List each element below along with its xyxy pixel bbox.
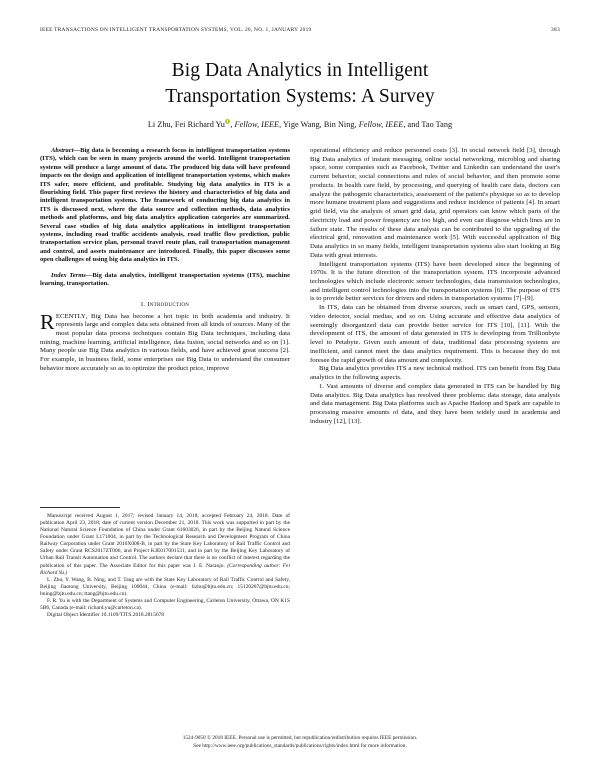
footnote-affiliation-2: F. R. Yu is with the Department of Systems and Computer Engineering, Carleton University, Ottawa, ON K1S 5B6, Canada (e-mail: richard.yu@carleton.ca). bbox=[40, 597, 290, 612]
copyright-line-1: 1524-9050 © 2018 IEEE. Personal use is permitted, but republication/redistribution requires IEEE permission. bbox=[182, 734, 418, 741]
authors-part-1: Li Zhu, Fei Richard Yu bbox=[147, 119, 225, 129]
right-paragraph-3: In ITS, data can be obtained from diverse sources, such as smart card, GPS, sensors, video detector, social medias, and so on. Using accurate and effective data analytics of seemingly disorganized data can provide better service for ITS [10], [11]. With the development of ITS, the amount of data generated in ITS is developing from Trillionbyte level to Petabyte. Given such amount of data, traditional data processing systems are inefficient, and cannot meet the data analytics requirement. This is because they do not foresee the rapid growth of data amount and complexity. bbox=[310, 304, 560, 364]
footnote-corresponding-author: (Corresponding author: Fei Richard Yu.) bbox=[40, 562, 290, 576]
authors-part-4: , and Tao Tang bbox=[403, 119, 453, 129]
right-paragraph-2: Intelligent transportation systems (ITS) have been developed since the beginning of 1970s. It is the future direction of the transportation system. ITS incorporate advanced technologies which include electronic sensor technologies, data transmission technologies, and intelligent control technologies into the transportation systems [6]. The purpose of ITS is to provide better services for drivers and riders in transportation systems [7]–[9]. bbox=[310, 260, 560, 303]
footnote-manuscript bbox=[40, 513, 290, 577]
copyright-line-2: See http://www.ieee.org/publications_standards/publications/rights/index.html for more information. bbox=[193, 742, 407, 749]
right-column bbox=[310, 147, 560, 427]
copyright-footer bbox=[40, 734, 560, 750]
right-paragraph-4: Big Data analytics provides ITS a new technical method. ITS can benefit from Big Data analytics in the following aspects. bbox=[310, 365, 560, 382]
title-block bbox=[40, 58, 560, 129]
footnote-affiliation-1: L. Zhu, Y. Wang, B. Ning, and T. Tang are with the State Key Laboratory of Rail Traffic Control and Safety, Beijing Jiaotong University, Beijing 100044, China (e-mail: lizhu@bjtu.edu.cn; 15120287@bjtu.edu.cn; bning@bjtu.edu.cn; ttang@bjtu.edu.cn). bbox=[40, 576, 290, 597]
intro-paragraph bbox=[40, 309, 290, 374]
page-number: 383 bbox=[550, 27, 560, 33]
title-line-1: Big Data Analytics in Intelligent bbox=[171, 60, 429, 81]
drop-cap: R bbox=[40, 309, 55, 334]
footnote-manuscript-text: Manuscript received August 1, 2017; revised January 14, 2018; accepted February 24, 2018. Date of publication April 23, 2018; date of current version December 21, 2018. This work was supported in part by the National Natural Science Foundation of China under Grant 61603026, in part by the Beijing Natural Science Foundation under Grant L171004, in part by the Technological Research and Development Program of China Railway Corporation under Grant 2016X008-B, in part by the State Key Laboratory of Rail Traffic Control and Safety under Grant RCS2017ZT006, and Project KJE017001531, and in part by the Beijing Key Laboratory of Urban Rail Transit Automation and Control. The authors declare that there is no conflict of interest regarding the publication of this paper. The Associate Editor for this paper was J. E. Naranjo. bbox=[40, 513, 290, 569]
footnote-block bbox=[40, 513, 290, 619]
fellow-label-2: Fellow, IEEE bbox=[358, 119, 404, 129]
abstract-paragraph bbox=[40, 147, 290, 265]
abstract-text: Big data is becoming a research focus in intelligent transportation systems (ITS), which can be seen in many projects around the world. Intelligent transportation systems will produce a large amount of data. The produced big data will have profound impacts on the design and application of intelligent transportation systems, which makes ITS safer, more efficient, and profitable. Studying big data analytics in ITS is a flourishing field. This paper first reviews the history and characteristics of big data and intelligent transportation systems. The framework of conducting big data analytics in ITS is discussed next, where the data source and collection methods, data analytics methods and platforms, and big data analytics application categories are summarized. Several case studies of big data analytics applications in intelligent transportation systems, including road traffic accidents analysis, road traffic flow prediction, public transportation service plan, personal travel route plan, rail transportation management and control, and assets maintenance are introduced. Finally, this paper discusses some open challenges of using big data analytics in ITS. bbox=[40, 147, 290, 264]
page-title bbox=[40, 58, 560, 110]
footnote-rule bbox=[40, 507, 120, 508]
two-column-body bbox=[40, 147, 560, 707]
authors-part-2: , bbox=[230, 119, 235, 129]
title-line-2: Transportation Systems: A Survey bbox=[165, 85, 435, 107]
abstract-lead: Abstract— bbox=[51, 147, 81, 154]
journal-name: IEEE TRANSACTIONS ON INTELLIGENT TRANSPORTATION SYSTEMS, VOL. 20, NO. 1, JANUARY 2019 bbox=[40, 27, 312, 33]
right-paragraph-5: 1. Vast amounts of diverse and complex data generated in ITS can be handled by Big Data analytics. Big Data analytics has resolved three problems: data storage, data analysis and data management. Big Data platforms such as Apache Hadoop and Spark are capable to processing massive amounts of data, and they have been widely used in academia and industry [12], [13]. bbox=[310, 382, 560, 425]
authors-part-3: , Yige Wang, Bin Ning, bbox=[279, 119, 359, 129]
fellow-label-1: Fellow, IEEE bbox=[234, 119, 280, 129]
section-heading-introduction: I. Introduction bbox=[140, 300, 190, 308]
right-paragraph-1: operational efficiency and reduce personnel costs [3]. In social network field [3], through Big Data analytics of instant messaging, online social networking, microblog and sharing space, some companies such as Facebook, Twitter and Linkedin can understand the user's current behavior, social connections and rules of social behavior, and then promote some products. In health care field, by processing, and querying of health care data, doctors can analyze the pathogenic characteristics, assessment of the patient's physique so as to develop more humane treatment plans and suggestions and reduce incidence of patients [4]. In smart grid field, via the analysis of smart grid data, grid operators can know which parts of the electricity load and power frequency are too high, and even can diagnose which lines are in failure state. The results of these data analysis can be contributed to the upgrading of the electrical grid, renovation and maintenance work [5]. With successful application of Big Data analytics in so many fields, intelligent transportation systems also start looking at Big Data with great interests. bbox=[310, 147, 560, 259]
index-terms-text: Big data analytics, intelligent transportation systems (ITS), machine learning, transportation. bbox=[40, 271, 290, 288]
intro-body: , Big Data has become a hot topic in both academia and industry. It represents large and complex data sets obtained from all kinds of sources. Many of the most popular data process techniques contain Big Data techniques, including data mining, machine learning, artificial intelligence, data fusion, social networks and so on [1]. Many people use Big Data analytics in various fields, and have achieved great success [2]. For example, in business field, some enterprises use Big Data to understand the consumer behavior more accurately so as to optimize the product price, improve bbox=[40, 312, 290, 372]
index-terms-lead: Index Terms— bbox=[51, 271, 93, 279]
running-head bbox=[40, 27, 560, 33]
index-terms-paragraph bbox=[40, 272, 290, 289]
author-list bbox=[40, 120, 560, 129]
left-column bbox=[40, 147, 290, 619]
intro-smallcaps: ECENTLY bbox=[55, 312, 86, 320]
footnote-doi: Digital Object Identifier 10.1109/TITS.2018.2815678 bbox=[47, 612, 164, 619]
